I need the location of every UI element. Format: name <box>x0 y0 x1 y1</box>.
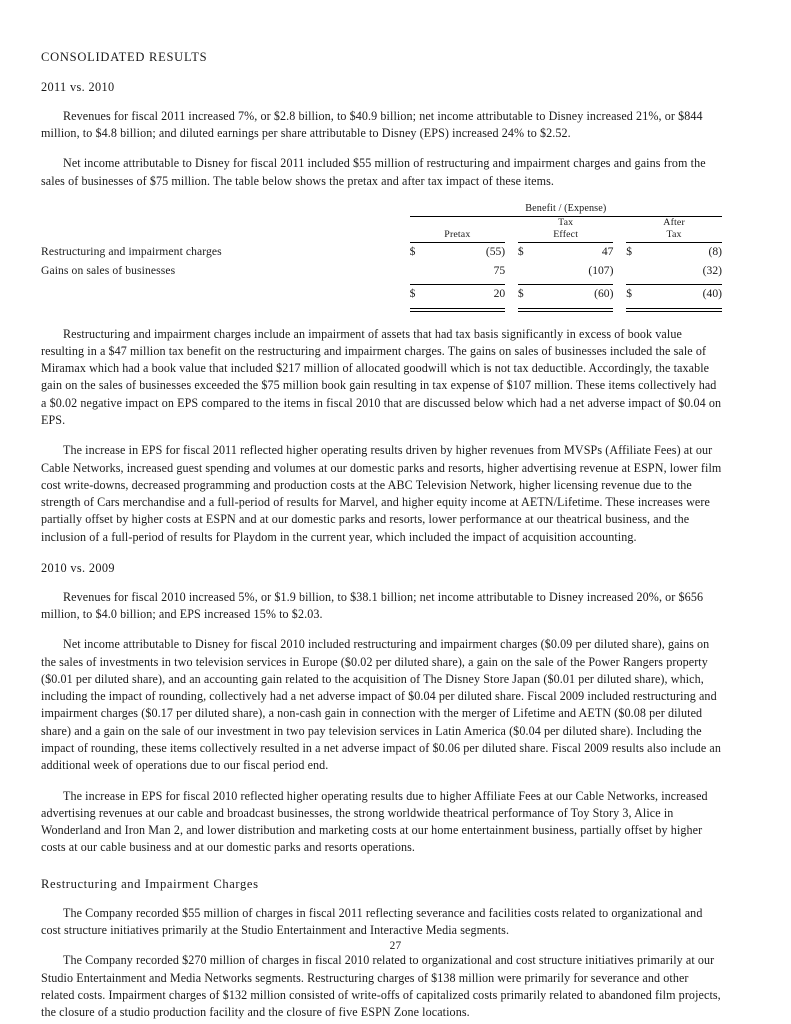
pretax-aftertax-impact-table <box>41 203 722 312</box>
total-double-rule-pretax <box>410 308 506 311</box>
currency-symbol-total-pretax: $ <box>409 286 416 300</box>
row-label-gains-on-sales: Gains on sales of businesses <box>41 264 176 278</box>
total-double-rule-after-tax <box>626 308 722 311</box>
paragraph-restructuring-2011: The Company recorded $55 million of charges in fiscal 2011 reflecting severance and facilities costs related to organizational and cost structure initiatives primarily at the Studio Entertainment and Interactive Media segments. <box>41 905 703 938</box>
currency-symbol-pretax: $ <box>409 245 416 259</box>
subsection-heading-2010-vs-2009: 2010 vs. 2009 <box>41 560 115 575</box>
value-restructuring-after-tax: (8) <box>708 245 722 259</box>
value-gains-pretax: 75 <box>493 264 506 278</box>
table-row <box>41 262 722 281</box>
table-row <box>41 243 722 262</box>
currency-symbol-total-tax-effect: $ <box>517 286 524 300</box>
group-header-label: Benefit / (Expense) <box>525 202 607 214</box>
spacer-cell <box>41 216 410 240</box>
spacer-cell <box>505 284 518 303</box>
spacer-cell <box>505 262 518 281</box>
table-total-double-rule-row <box>41 308 722 311</box>
spacer-cell <box>41 308 410 311</box>
column-header-after-tax <box>626 216 722 240</box>
paragraph-eps-increase-2011: The increase in EPS for fiscal 2011 reflected higher operating results driven by higher revenues from MVSPs (Affiliate Fees) at our Cable Networks, increased guest spending and volumes at our domestic parks and resorts, higher advertising revenue at ESPN, lower film cost write-downs, decreased programming and production costs at the ABC Television Network, higher licensing revenue due to the strength of Cars merchandise and a full-period of results for Marvel, and higher equity income at AETN/Lifetime. These increases were partially offset by higher costs at ESPN and at our domestic parks and resorts, lower performance at our theatrical business, and the inclusion of a full-period of results for Playdom in the current year, which included the impact of acquisition accounting. <box>41 443 722 544</box>
spacer-cell <box>41 203 410 214</box>
paragraph-revenues-2010: Revenues for fiscal 2010 increased 5%, or $1.9 billion, to $38.1 billion; net income attributable to Disney increased 20%, or $656 million, to $4.0 billion; and EPS increased 15% to $2.03. <box>41 589 704 621</box>
page-number: 27 <box>389 940 402 952</box>
spacer-cell <box>613 243 626 262</box>
column-header-after-tax-line2: Tax <box>666 228 682 240</box>
currency-placeholder <box>410 262 429 281</box>
subsection-heading-restructuring-charges: Restructuring and Impairment Charges <box>41 876 259 891</box>
column-header-pretax <box>410 216 506 240</box>
value-total-tax-effect: (60) <box>594 286 614 300</box>
value-gains-after-tax: (32) <box>702 264 722 278</box>
column-header-after-tax-line1: After <box>663 216 685 228</box>
spacer-cell <box>613 308 626 311</box>
table-group-header-row <box>41 203 722 214</box>
value-total-after-tax: (40) <box>702 286 722 300</box>
row-label-restructuring-charges: Restructuring and impairment charges <box>41 245 222 259</box>
spacer-cell <box>613 262 626 281</box>
paragraph-net-income-2010: Net income attributable to Disney for fiscal 2010 included restructuring and impairment charges ($0.09 per diluted share), gains on the sales of investments in two television services in Europe ($0.02 per diluted share), a gain on the sale of the Power Rangers property ($0.01 per diluted share), and an accounting gain related to the acquisition of The Disney Store Japan ($0.01 per diluted share), which, including the impact of rounding, collectively had a net adverse impact of $0.04 per diluted share. Fiscal 2009 included restructuring and impairment charges ($0.17 per diluted share), a non-cash gain in connection with the merger of Lifetime and AETN ($0.08 per diluted share) and a gain on the sale of our investment in two pay television services in Latin America ($0.04 per diluted share). Including the impact of rounding, these items collectively resulted in a net adverse impact of $0.06 per diluted share. Fiscal 2009 results also include an additional week of operations due to our fiscal period end. <box>41 637 722 773</box>
paragraph-net-income-2011: Net income attributable to Disney for fiscal 2011 included $55 million of restructuring and impairment charges and gains from the sales of businesses of $75 million. The table below shows the pretax and after tax impact of these items. <box>41 156 706 188</box>
currency-symbol-tax-effect: $ <box>517 245 524 259</box>
value-total-pretax: 20 <box>493 286 506 300</box>
column-header-tax-effect-line2: Effect <box>553 228 579 240</box>
financial-table-container <box>41 203 722 312</box>
spacer-cell <box>613 216 626 240</box>
currency-symbol-total-after-tax: $ <box>626 286 632 300</box>
table-column-header-row <box>41 216 722 240</box>
column-header-pretax-line2: Pretax <box>444 228 471 240</box>
paragraph-eps-increase-2010: The increase in EPS for fiscal 2010 reflected higher operating results due to higher Affiliate Fees at our Cable Networks, increased advertising revenues at our cable and broadcast businesses, the strong worldwide theatrical performance of Toy Story 3, Alice in Wonderland and Iron Man 2, and lower distribution and marketing costs at our home entertainment business, partially offset by higher costs at our cable business and at our domestic parks and resorts operations. <box>41 788 708 855</box>
spacer-cell <box>505 216 518 240</box>
page-title: CONSOLIDATED RESULTS <box>41 50 208 64</box>
value-restructuring-pretax: (55) <box>485 245 506 259</box>
spacer-cell <box>505 308 518 311</box>
subsection-heading-2011-vs-2010: 2011 vs. 2010 <box>41 80 115 94</box>
row-label-total <box>41 284 410 303</box>
currency-placeholder <box>518 262 537 281</box>
paragraph-restructuring-2010: The Company recorded $270 million of charges in fiscal 2010 related to organizational and cost structure initiatives primarily at our Studio Entertainment and Media Networks segments. Restructuring charges of $138 million were primarily for severance and other related costs. Impairment charges of $132 million consisted of write-offs of capitalized costs primarily related to abandoned film projects, the closure of a studio production facility and the closure of five ESPN Zone locations. <box>41 953 721 1020</box>
spacer-cell <box>613 284 626 303</box>
total-double-rule-tax-effect <box>518 308 614 311</box>
currency-symbol-after-tax: $ <box>626 245 632 259</box>
column-header-tax-effect-line1: Tax <box>558 216 574 228</box>
paragraph-revenues-2011: Revenues for fiscal 2011 increased 7%, or $2.8 billion, to $40.9 billion; net income attributable to Disney increased 21%, or $844 million, to $4.8 billion; and diluted earnings per share attributable to Disney (EPS) increased 24% to $2.52. <box>41 108 703 141</box>
paragraph-restructuring-detail: Restructuring and impairment charges include an impairment of assets that had tax basis significantly in excess of book value resulting in a $47 million tax benefit on the restructuring and impairment charges. The gains on sales of businesses included the sale of Miramax which had a book value that included $217 million of allocated goodwill which is not tax deductible. Accordingly, the taxable gain on the sales of businesses exceeded the $75 million book gain resulting in tax expense of $107 million. These items collectively had a $0.02 negative impact on EPS compared to the items in fiscal 2010 that are discussed below which had a net adverse impact of $0.04 on EPS. <box>41 326 722 427</box>
spacer-cell <box>505 243 518 262</box>
value-restructuring-tax-effect: 47 <box>601 245 614 259</box>
column-header-tax-effect <box>518 216 614 240</box>
table-total-row <box>41 284 722 303</box>
currency-placeholder <box>626 262 645 281</box>
value-gains-tax-effect: (107) <box>588 264 614 278</box>
